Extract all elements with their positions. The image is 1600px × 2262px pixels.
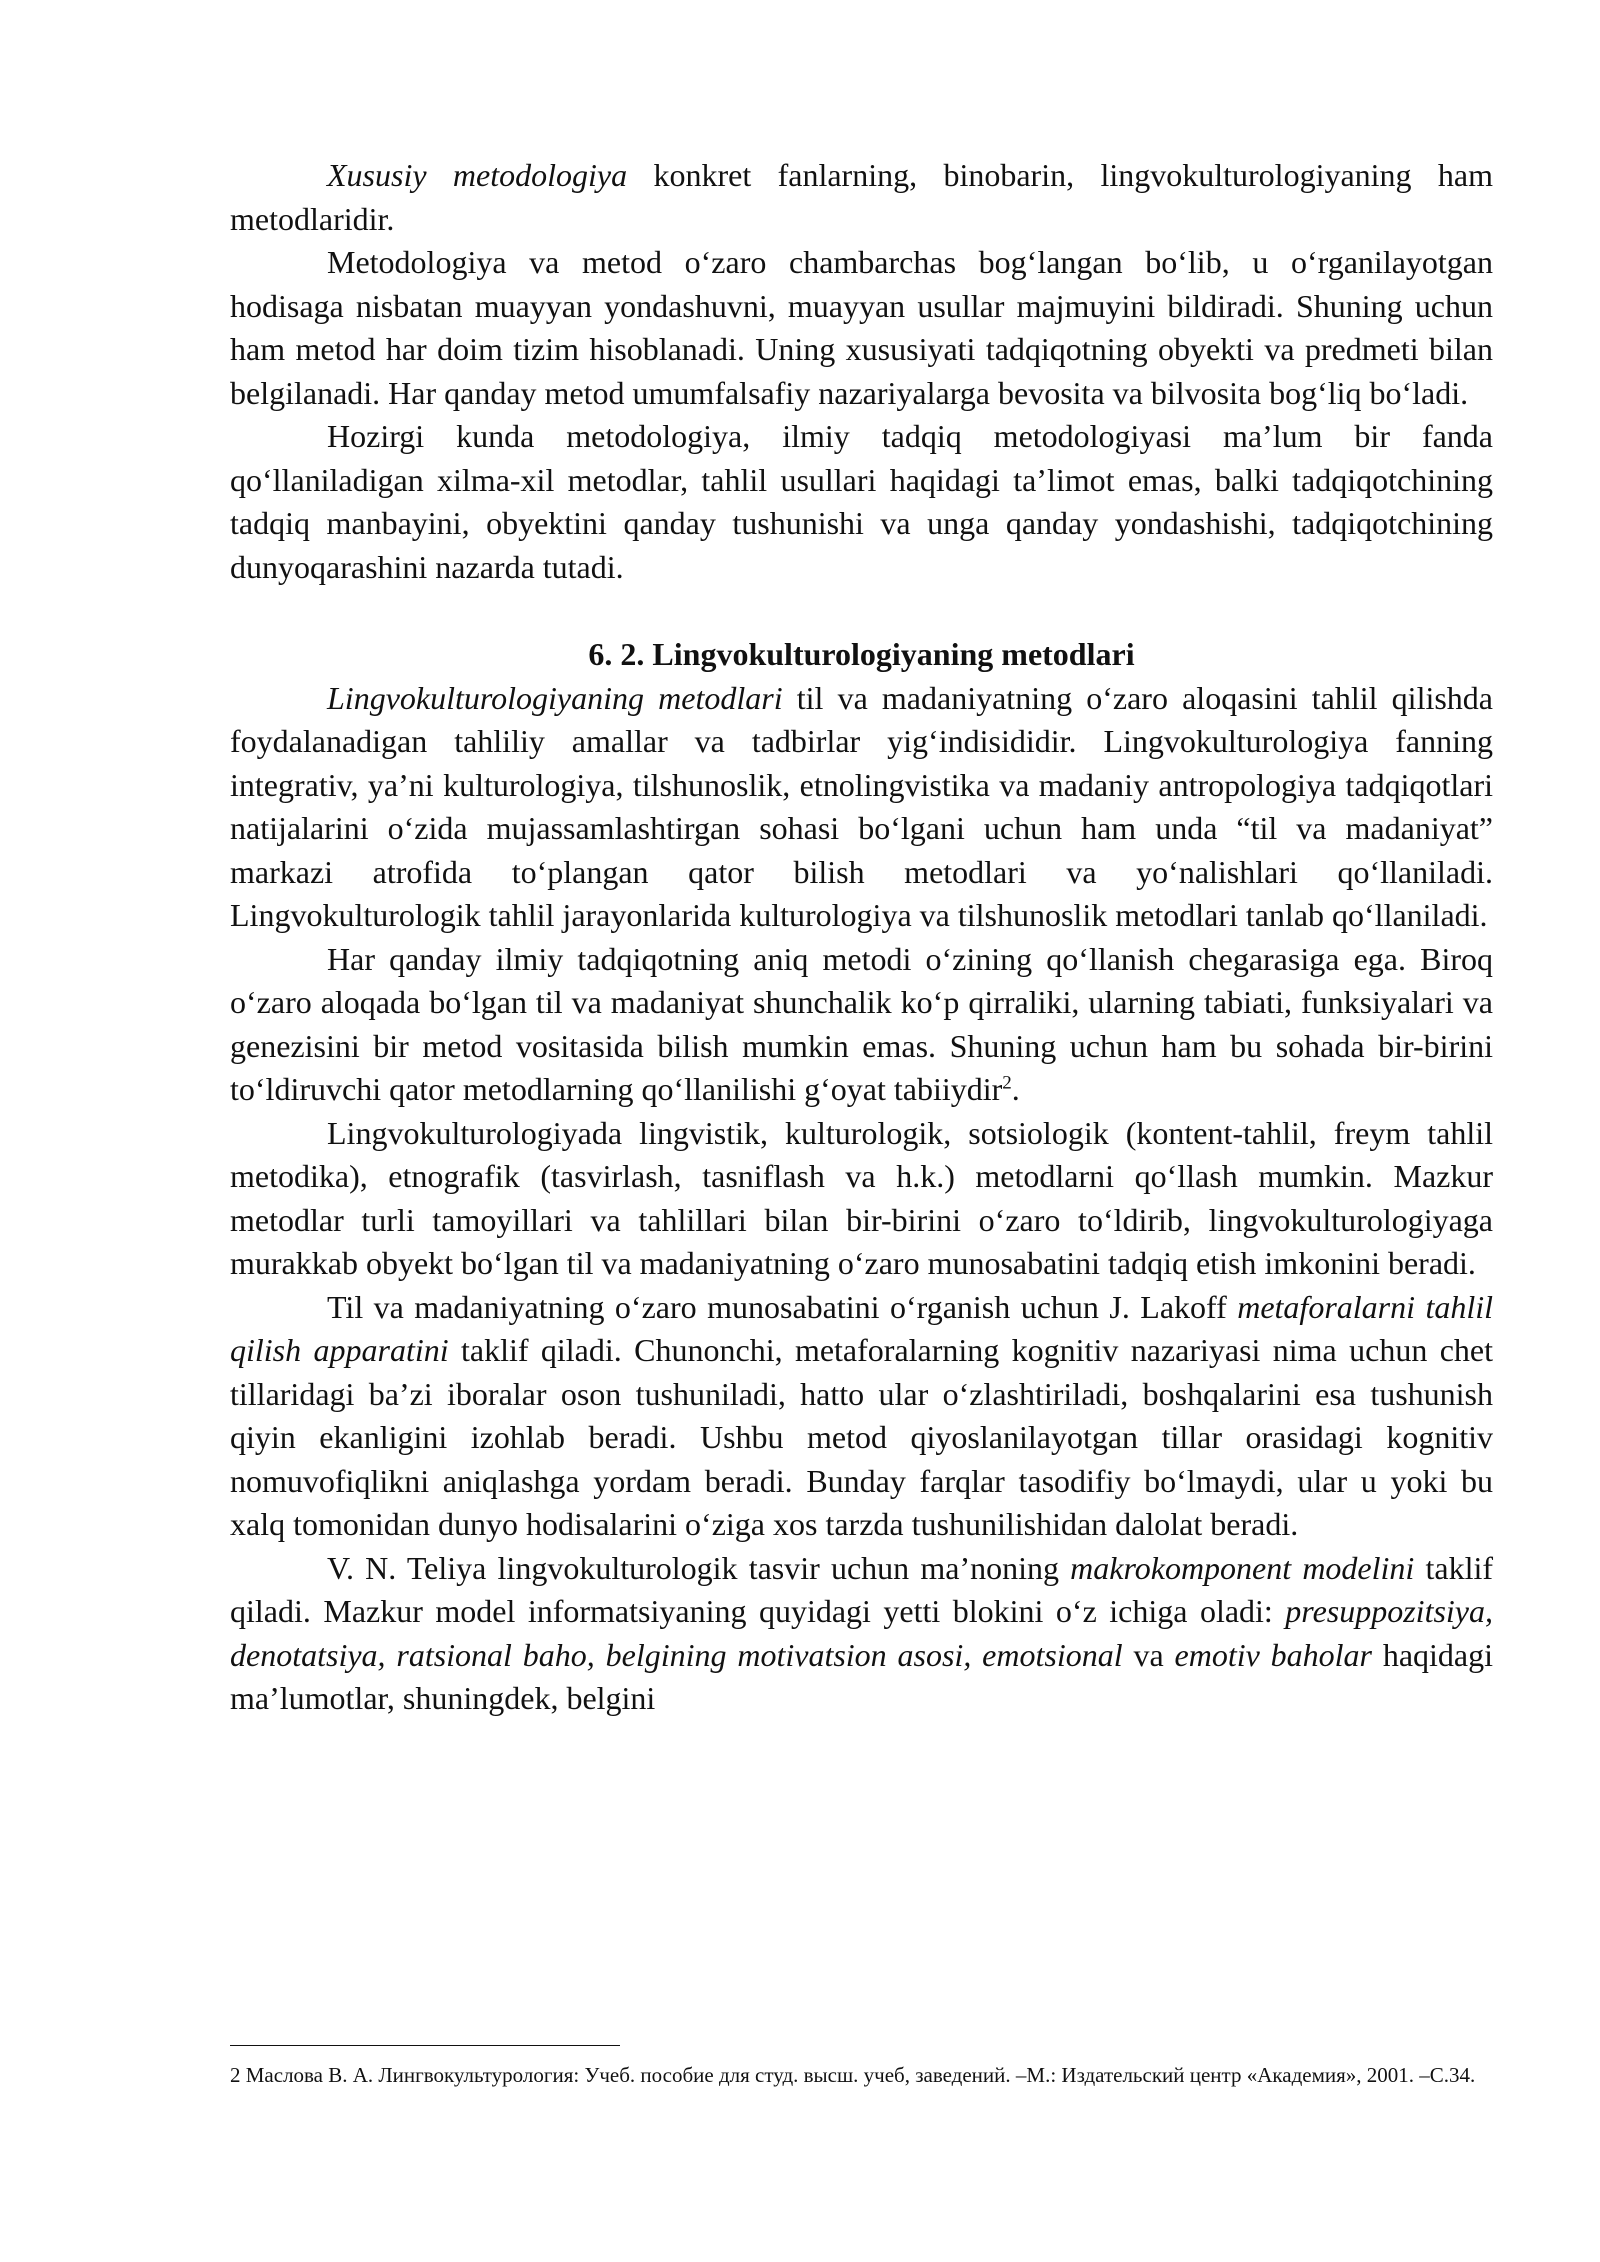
italic-term: Xususiy metodologiya (327, 157, 628, 193)
paragraph-current-methodology: Hozirgi kunda metodologiya, ilmiy tadqiq metodologiyasi ma’lum bir fanda qo‘llaniladigan xilma-xil metodlar, tahlil usullari haqidagi ta’limot emas, balki tadqiqotchining tadqiq manbayini, obyektini qanday tushunishi va unga qanday yondashishi, tadqiqotchining dunyoqarashini nazarda tutadi. (230, 418, 1493, 585)
section-heading: 6. 2. Lingvokulturologiyaning metodlari (588, 636, 1135, 672)
paragraph-methodology-and-method: Metodologiya va metod o‘zaro chambarchas bog‘langan bo‘lib, u o‘rganilayotgan hodisaga nisbatan muayyan yondashuvni, muayyan usullar majmuyini bildiradi. Shuning uchun ham metod har doim tizim hisoblanadi. Uning xususiyati tadqiqotning obyekti va predmeti bilan belgilanadi. Har qanday metod umumfalsafiy nazariyalarga bevosita va bilvosita bog‘liq bo‘ladi. (230, 244, 1493, 411)
italic-term: metaforalarni tahlil qilish apparatini (230, 1288, 1494, 1368)
italic-term: emotiv baholar (1174, 1636, 1372, 1673)
paragraph-applicable-methods: Lingvokulturologiyada lingvistik, kulturologik, sotsiologik (kontent-tahlil, freym tahlil metodika), etnografik (tasvirlash, tasniflash va h.k.) metodlarni qo‘llash mumkin. Mazkur metodlar turli tamoyillari va tahlillari bilan bir-birini o‘zaro to‘ldirib, lingvokulturologiyaga murakkab obyekt bo‘lgan til va madaniyatning o‘zaro munosabatini tadqiq etish imkonini beradi. (230, 1114, 1493, 1281)
italic-term: makrokomponent modelini (1070, 1549, 1415, 1586)
body-text (230, 154, 1493, 1721)
italic-term: Lingvokulturologiyaning metodlari (327, 679, 783, 716)
footnote-reference[interactable]: 2 (1002, 1072, 1012, 1094)
paragraph-teliya: V. N. Teliya lingvokulturologik tasvir uchun ma’noning makrokomponent modelini taklif qiladi. Mazkur model informatsiyaning quyidagi yetti blokini o‘z ichiga oladi: presuppozitsiya, denotatsiya, ratsional baho, belgining motivatsion asosi, emotsional va emotiv baholar haqidagi ma’lumotlar, shuningdek, belgini (230, 1549, 1494, 1716)
paragraph-method-limits: Har qanday ilmiy tadqiqotning aniq metodi o‘zining qo‘llanish chegarasiga ega. Biroq o‘zaro aloqada bo‘lgan til va madaniyat shunchalik ko‘p qirraliki, ularning tabiati, funksiyalari va genezisini bir metod vositasida bilish mumkin emas. Shuning uchun ham bu sohada bir-birini to‘ldiruvchi qator metodlarning qo‘llanilishi g‘oyat tabiiydir$^2$. (230, 940, 1493, 1107)
footnote: 2 Маслова В. А. Лингвокультурология: Учеб. пособие для студ. высш. учеб, заведений. –М.: Издательский центр «Академия», 2001. –С.34. (230, 2063, 1476, 2087)
paragraph-lakoff: Til va madaniyatning o‘zaro munosabatini o‘rganish uchun J. Lakoff metaforalarni tahlil qilish apparatini taklif qiladi. Chunonchi, metaforalarning kognitiv nazariyasi nima uchun chet tillaridagi ba’zi iboralar oson tushuniladi, hatto ular o‘zlashtiriladi, boshqalarini esa tushunish qiyin ekanligini izohlab beradi. Ushbu metod qiyoslanilayotgan tillar orasidagi kognitiv nomuvofiqlikni aniqlashga yordam beradi. Bunday farqlar tasodifiy bo‘lmaydi, ular u yoki bu xalq tomonidan dunyo hodisalarini o‘ziga xos tarzda tushunilishidan dalolat beradi. (230, 1288, 1494, 1542)
paragraph-lingvoculturology-methods: Lingvokulturologiyaning metodlari til va madaniyatning o‘zaro aloqasini tahlil qilishda foydalanadigan tahliliy amallar va tadbirlar yig‘indisididir. Lingvokulturologiya fanning integrativ, ya’ni kulturologiya, tilshunoslik, etnolingvistika va madaniy antropologiya tadqiqotlari natijalarini o‘zida mujassamlashtirgan sohasi bo‘lgani uchun ham unda “til va madaniyat” markazi atrofida to‘plangan qator bilish metodlari va yo‘nalishlari qo‘llaniladi. Lingvokulturologik tahlil jarayonlarida kulturologiya va tilshunoslik metodlari tanlab qo‘llaniladi. (230, 679, 1494, 933)
footnote-separator (230, 2045, 620, 2046)
italic-term: presuppozitsiya, denotatsiya, ratsional baho, belgining motivatsion asosi, emotsional (230, 1593, 1493, 1673)
paragraph-private-methodology: Xususiy metodologiya konkret fanlarning, binobarin, lingvokulturologiyaning ham metodlaridir. (230, 157, 1494, 237)
